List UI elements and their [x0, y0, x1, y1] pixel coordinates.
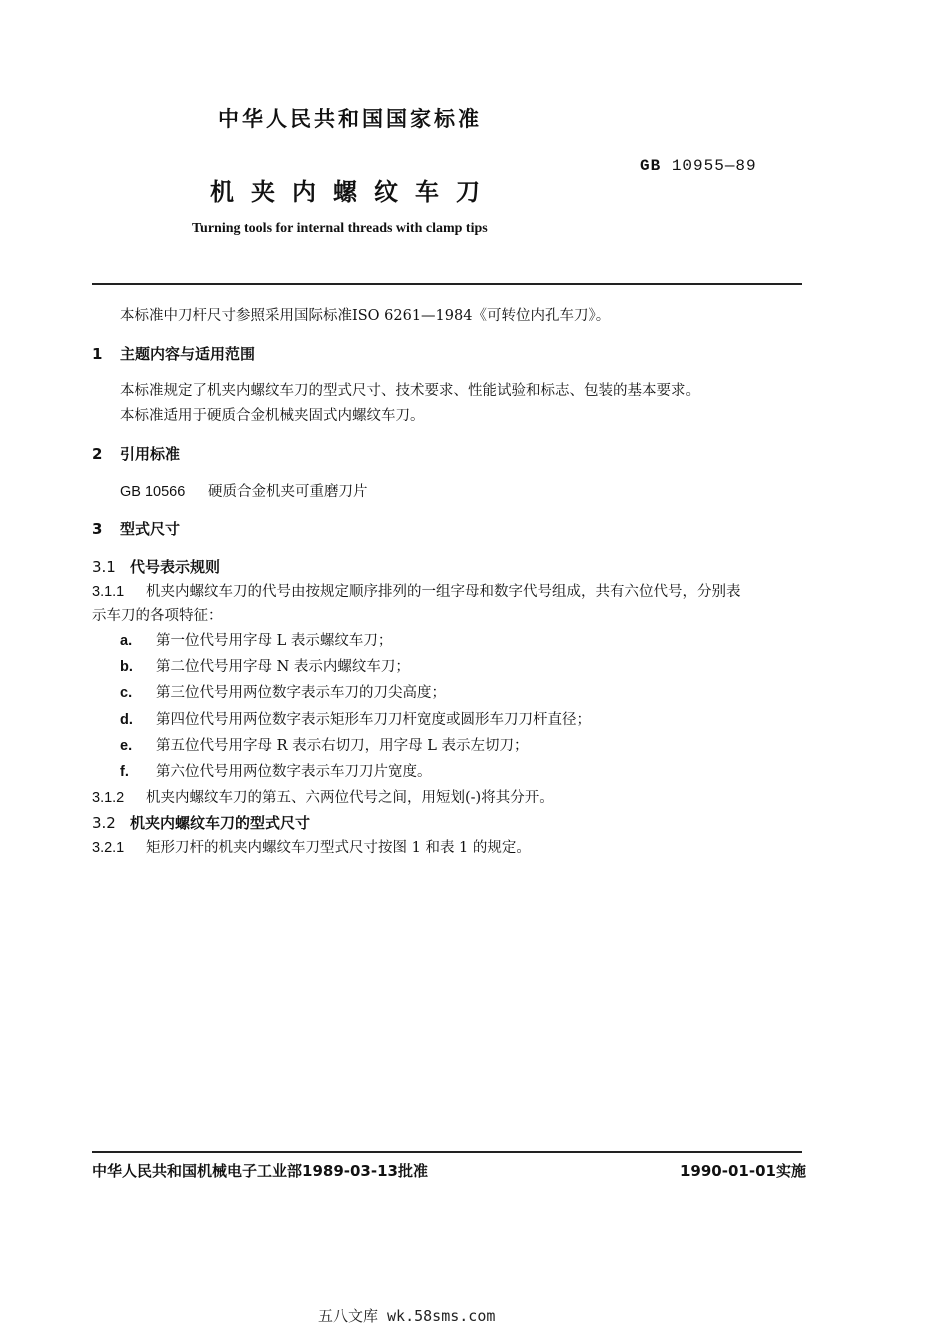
header-divider — [92, 283, 802, 285]
section-3-1-2 — [92, 787, 554, 809]
watermark-text: 五八文库 wk.58sms.com — [318, 1307, 496, 1325]
section-1-paragraph-1: 本标准规定了机夹内螺纹车刀的型式尺寸、技术要求、性能试验和标志、包装的基本要求。 — [120, 383, 700, 399]
standard-prefix: GB — [640, 157, 662, 175]
section-1-heading — [92, 343, 255, 364]
section-3-1-1-text: 机夹内螺纹车刀的代号由按规定顺序排列的一组字母和数字代号组成，共有六位代号，分别表 — [146, 584, 741, 600]
section-3-2-1-number: 3.2.1 — [92, 840, 125, 856]
section-3-1-heading — [92, 556, 220, 577]
section-3-number: 3 — [92, 520, 103, 538]
section-3-1-title: 代号表示规则 — [130, 558, 221, 576]
list-item — [120, 656, 410, 678]
section-2-title: 引用标准 — [120, 445, 181, 463]
list-item — [120, 682, 446, 704]
section-3-1-1-number: 3.1.1 — [92, 584, 125, 600]
list-item-text: 第四位代号用两位数字表示矩形车刀刀杆宽度或圆形车刀刀杆直径； — [156, 712, 591, 728]
reference-item — [120, 481, 368, 503]
list-item — [120, 630, 392, 652]
section-3-2-heading — [92, 812, 310, 833]
english-title: Turning tools for internal threads with clamp tips — [192, 221, 488, 236]
section-1-title: 主题内容与适用范围 — [120, 345, 256, 363]
list-item-label: e. — [120, 738, 133, 754]
section-3-1-1-line-1 — [92, 581, 741, 603]
list-item-label: c. — [120, 685, 133, 701]
section-3-2-number: 3.2 — [92, 814, 116, 832]
effective-date: 1990-01-01实施 — [680, 1162, 806, 1180]
section-3-2-1 — [92, 837, 531, 859]
document-title: 机夹内螺纹车刀 — [210, 178, 497, 206]
list-item — [120, 735, 528, 757]
list-item — [120, 709, 591, 731]
section-3-2-title: 机夹内螺纹车刀的型式尺寸 — [130, 814, 311, 832]
approval-statement: 中华人民共和国机械电子工业部1989-03-13批准 — [92, 1162, 428, 1180]
list-item-label: a. — [120, 633, 133, 649]
list-item-text: 第一位代号用字母 L 表示螺纹车刀； — [156, 633, 393, 649]
standard-number — [640, 157, 757, 175]
section-2-number: 2 — [92, 445, 103, 463]
list-item-label: b. — [120, 659, 133, 675]
list-item — [120, 761, 432, 783]
reference-code: GB 10566 — [120, 484, 186, 500]
section-3-title: 型式尺寸 — [120, 520, 181, 538]
section-3-2-1-text: 矩形刀杆的机夹内螺纹车刀型式尺寸按图 1 和表 1 的规定。 — [146, 840, 531, 856]
section-1-paragraph-2: 本标准适用于硬质合金机械夹固式内螺纹车刀。 — [120, 408, 425, 424]
list-item-label: f. — [120, 764, 129, 780]
section-3-1-2-number: 3.1.2 — [92, 790, 125, 806]
section-3-1-1-line-2: 示车刀的各项特征： — [92, 608, 223, 624]
intro-paragraph: 本标准中刀杆尺寸参照采用国际标准ISO 6261—1984《可转位内孔车刀》。 — [120, 308, 611, 324]
list-item-text: 第二位代号用字母 N 表示内螺纹车刀； — [156, 659, 410, 675]
section-1-number: 1 — [92, 345, 103, 363]
list-item-text: 第三位代号用两位数字表示车刀的刀尖高度； — [156, 685, 446, 701]
standard-code: 10955—89 — [671, 157, 757, 175]
footer-divider — [92, 1151, 802, 1153]
section-3-heading — [92, 518, 180, 539]
list-item-text: 第六位代号用两位数字表示车刀刀片宽度。 — [156, 764, 432, 780]
list-item-text: 第五位代号用字母 R 表示右切刀，用字母 L 表示左切刀； — [156, 738, 529, 754]
org-title: 中华人民共和国国家标准 — [218, 107, 482, 131]
reference-title: 硬质合金机夹可重磨刀片 — [208, 484, 368, 500]
section-2-heading — [92, 443, 180, 464]
list-item-label: d. — [120, 712, 133, 728]
section-3-1-2-text: 机夹内螺纹车刀的第五、六两位代号之间，用短划(-)将其分开。 — [146, 790, 554, 806]
section-3-1-number: 3.1 — [92, 558, 116, 576]
